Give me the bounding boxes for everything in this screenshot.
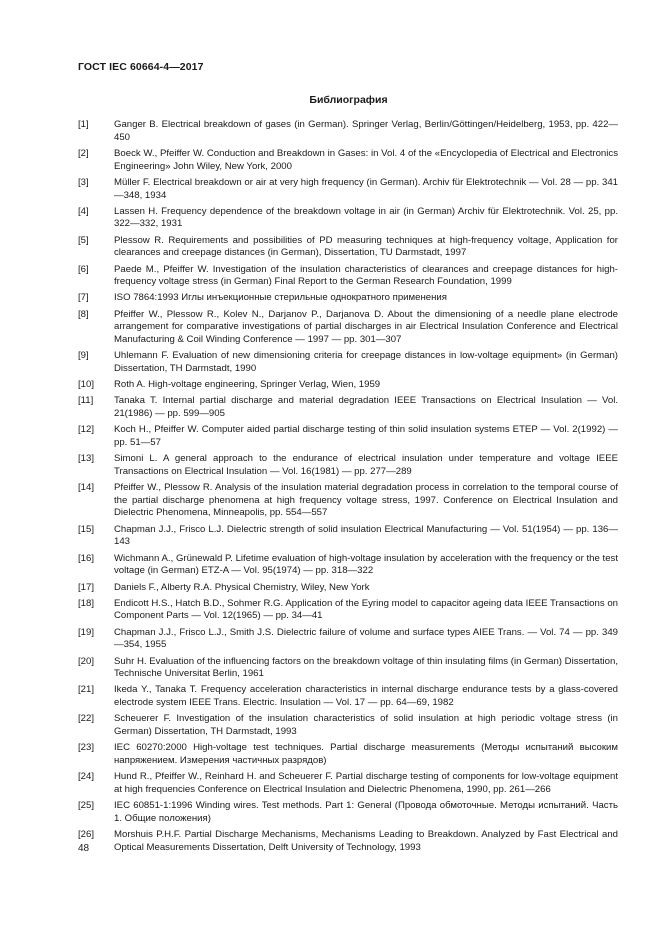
- reference-text: Chapman J.J., Frisco L.J. Dielectric strength of solid insulation Electrical Manufacturing — Vol. 51(1954) — pp. 136—143: [114, 523, 618, 548]
- reference-number: [12]: [78, 424, 95, 436]
- reference-item: [78, 379, 618, 392]
- reference-item: [78, 742, 618, 767]
- reference-number: [25]: [78, 800, 95, 812]
- reference-text: Hund R., Pfeiffer W., Reinhard H. and Scheuerer F. Partial discharge testing of components for low-voltage equipment at high frequencies Conference on Electrical Insulation and Dielectric Phenomena, 1990, pp. 261—266: [114, 771, 618, 795]
- reference-text: Simoni L. A general approach to the endurance of electrical insulation under temperature and voltage IEEE Transactions on Electrical Insulation — Vol. 16(1981) — pp. 277—289: [114, 453, 618, 477]
- bibliography-title: Библиография: [309, 94, 388, 106]
- reference-text: Morshuis P.H.F. Partial Discharge Mechanisms, Mechanisms Leading to Breakdown. Analyzed by Fast Electrical and Optical Measurements Dissertation, Delft University of Technology, 1993: [114, 828, 618, 853]
- reference-item: [78, 829, 618, 854]
- reference-item: [78, 177, 618, 202]
- reference-text: IEC 60270:2000 High-voltage test techniques. Partial discharge measurements (Методы испытаний высоким напряжением. Измерения частичных разрядов): [114, 742, 618, 766]
- reference-text: Koch H., Pfeiffer W. Computer aided partial discharge testing of thin solid insulation systems ETEP — Vol. 2(1992) — pp. 51—57: [114, 424, 618, 448]
- reference-text: ISO 7864:1993 Иглы инъекционные стерильные однократного применения: [114, 292, 447, 304]
- reference-number: [11]: [78, 395, 94, 407]
- reference-item: [78, 800, 618, 825]
- reference-item: [78, 119, 618, 144]
- reference-text: Chapman J.J., Frisco L.J., Smith J.S. Dielectric failure of volume and surface types AIEE Trans. — Vol. 74 — pp. 349—354, 1955: [114, 626, 618, 651]
- reference-number: [7]: [78, 292, 89, 304]
- reference-item: [78, 350, 618, 375]
- reference-number: [9]: [78, 350, 89, 362]
- reference-number: [16]: [78, 552, 95, 564]
- reference-item: [78, 235, 618, 260]
- reference-text: Tanaka T. Internal partial discharge and material degradation IEEE Transactions on Electrical Insulation — Vol. 21(1986) — pp. 599—905: [114, 395, 618, 420]
- reference-text: Boeck W., Pfeiffer W. Conduction and Breakdown in Gases: in Vol. 4 of the «Encyclopedia of Electrical and Electronics Engineering» John Wiley, New York, 2000: [114, 147, 618, 172]
- reference-item: [78, 482, 618, 520]
- reference-number: [2]: [78, 147, 89, 159]
- reference-number: [13]: [78, 453, 95, 465]
- reference-number: [19]: [78, 626, 95, 638]
- reference-item: [78, 656, 618, 681]
- reference-number: [26]: [78, 828, 95, 840]
- reference-text: Suhr H. Evaluation of the influencing factors on the breakdown voltage of thin insulating films (in German) Dissertation, Technische Universitat Berlin, 1961: [114, 655, 618, 680]
- reference-text: Müller F. Electrical breakdown or air at very high frequency (in German). Archiv für Elektrotechnik — Vol. 28 — pp. 341—348, 1934: [114, 176, 618, 201]
- reference-text: Lassen H. Frequency dependence of the breakdown voltage in air (in German) Archiv für Elektrotechnik. Vol. 25, pp. 322—332, 1931: [114, 205, 618, 230]
- reference-text: Wichmann A., Grünewald P. Lifetime evaluation of high-voltage insulation by acceleration with the frequency or the test voltage (in German) ETZ-A — Vol. 95(1974) — pp. 318—322: [114, 552, 618, 577]
- reference-number: [17]: [78, 581, 95, 593]
- reference-number: [14]: [78, 482, 95, 494]
- reference-number: [23]: [78, 742, 95, 754]
- reference-number: [8]: [78, 308, 89, 320]
- reference-item: [78, 553, 618, 578]
- reference-text: Endicott H.S., Hatch B.D., Sohmer R.G. Application of the Eyring model to capacitor ageing data IEEE Transactions on Component Parts — Vol. 12(1965) — pp. 34—41: [114, 597, 618, 622]
- reference-number: [21]: [78, 684, 95, 696]
- reference-number: [3]: [78, 176, 89, 188]
- reference-text: Pfeiffer W., Plessow R. Analysis of the insulation material degradation process in correlation to the temporal course of the partial discharge phenomena at high frequency voltage stress, 1997. Conference on Electrical Insulation and Dielectric Phenomena, Minneapolis, pp. 554—557: [114, 482, 618, 519]
- reference-number: [15]: [78, 523, 95, 535]
- reference-item: [78, 453, 618, 478]
- reference-item: [78, 309, 618, 347]
- reference-list: [78, 119, 618, 858]
- reference-item: [78, 206, 618, 231]
- reference-item: [78, 771, 618, 796]
- reference-item: [78, 627, 618, 652]
- reference-item: [78, 713, 618, 738]
- reference-item: [78, 292, 618, 305]
- reference-item: [78, 395, 618, 420]
- reference-item: [78, 684, 618, 709]
- reference-text: Scheuerer F. Investigation of the insulation characteristics of solid insulation at high periodic voltage stress (in German) Dissertation, TH Darmstadt, 1993: [114, 713, 618, 738]
- reference-text: Ganger B. Electrical breakdown of gases (in German). Springer Verlag, Berlin/Göttingen/Heidelberg, 1953, pp. 422—450: [114, 119, 618, 143]
- reference-number: [22]: [78, 713, 95, 725]
- reference-text: Plessow R. Requirements and possibilities of PD measuring techniques at high-frequency voltage, Application for clearances and creepage distances (in German), Dissertation, TU Darmstadt, 1997: [114, 234, 618, 259]
- reference-text: Paede M., Pfeiffer W. Investigation of the insulation characteristics of clearances and creepage distances for high-frequency voltage stress (in German) Final Report to the German Research Foundation, 1999: [114, 263, 618, 288]
- reference-item: [78, 524, 618, 549]
- reference-number: [5]: [78, 234, 89, 246]
- reference-number: [20]: [78, 655, 95, 667]
- reference-text: Ikeda Y., Tanaka T. Frequency acceleration characteristics in internal discharge endurance tests by a glass-covered electrode system IEEE Trans. Electric. Insulation — Vol. 17 — pp. 64—69, 1982: [114, 684, 618, 709]
- reference-text: IEC 60851-1:1996 Winding wires. Test methods. Part 1: General (Провода обмоточные. Методы испытаний. Часть 1. Общие положения): [114, 800, 618, 824]
- reference-number: [1]: [78, 119, 89, 130]
- page-number: 48: [78, 843, 90, 854]
- reference-item: [78, 264, 618, 289]
- reference-number: [4]: [78, 205, 89, 217]
- reference-item: [78, 424, 618, 449]
- document-id-header: ГОСТ IEC 60664-4—2017: [78, 61, 204, 73]
- reference-item: [78, 582, 618, 595]
- reference-text: Pfeiffer W., Plessow R., Kolev N., Darjanov P., Darjanova D. About the dimensioning of a needle plane electrode arrangement for comparative investigations of partial discharges in air Electrical Insulation Conference and Electrical Manufacturing & Coil Winding Conference — 1997 — pp. 301—307: [114, 308, 618, 346]
- reference-number: [10]: [78, 379, 95, 391]
- reference-text: Daniels F., Alberty R.A. Physical Chemistry, Wiley, New York: [114, 581, 370, 593]
- reference-text: Roth A. High-voltage engineering, Springer Verlag, Wien, 1959: [114, 379, 381, 391]
- reference-item: [78, 148, 618, 173]
- reference-number: [6]: [78, 263, 89, 275]
- reference-text: Uhlemann F. Evaluation of new dimensioning criteria for creepage distances in low-voltage equipment» (in German) Dissertation, TH Darmstadt, 1990: [114, 350, 618, 374]
- reference-item: [78, 598, 618, 623]
- reference-number: [18]: [78, 597, 95, 609]
- reference-number: [24]: [78, 771, 95, 783]
